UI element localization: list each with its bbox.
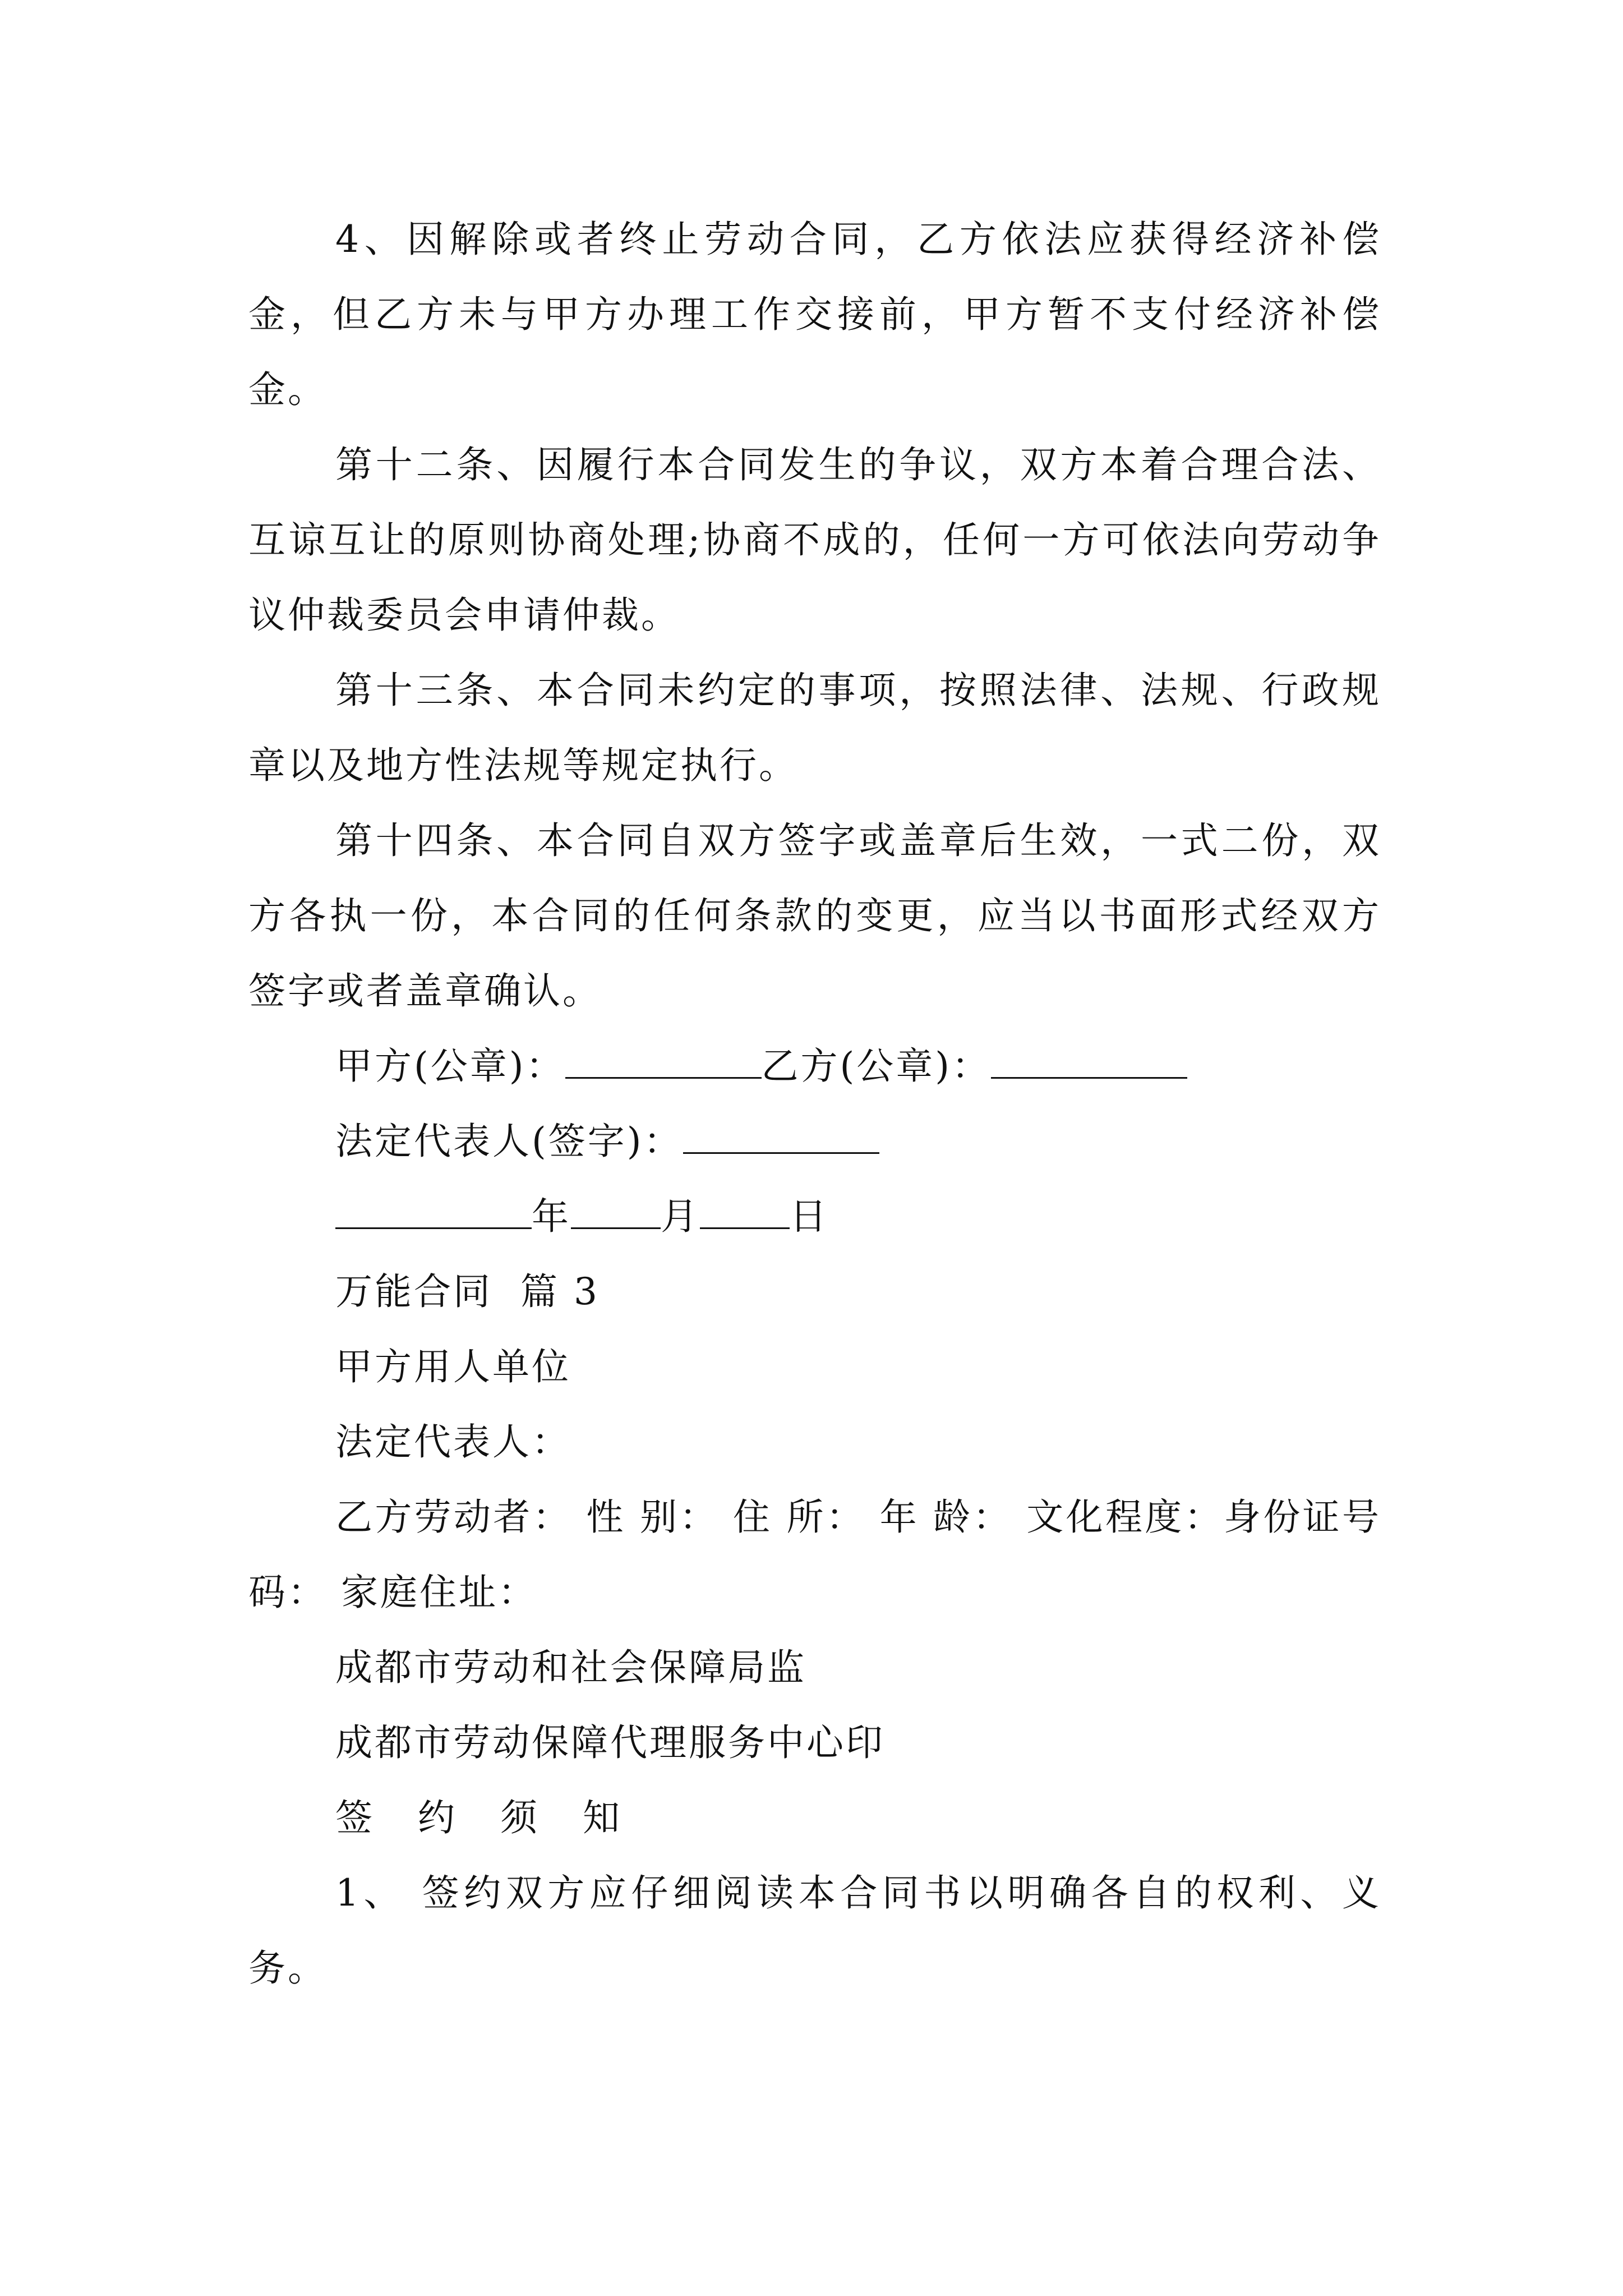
paragraph-economic-compensation: 4、因解除或者终止劳动合同，乙方依法应获得经济补偿金，但乙方未与甲方办理工作交接前，甲方暂不支付经济补偿金。 (248, 218, 1381, 411)
month-label: 月 (661, 1195, 700, 1238)
paragraph-article-13: 第十三条、本合同未约定的事项，按照法律、法规、行政规章以及地方性法规等规定执行。 (248, 669, 1381, 787)
party-a-seal-label: 甲方(公章)： (335, 1045, 565, 1088)
party-a-seal-blank (565, 1051, 762, 1079)
notice-title: 签 约 须 知 (335, 1796, 637, 1839)
legal-rep-signature-blank (683, 1126, 879, 1154)
party-b-seal-label: 乙方(公章)： (761, 1045, 991, 1088)
employee-fields: 乙方劳动者： 性 别： 住 所： 年 龄： 文化程度：身份证号码： 家庭住址： (248, 1496, 1381, 1614)
paragraph-article-14: 第十四条、本合同自双方签字或盖章后生效，一式二份，双方各执一份，本合同的任何条款的变更，应当以书面形式经双方签字或者盖章确认。 (248, 819, 1381, 1013)
section-title: 万能合同 篇 3 (335, 1270, 600, 1313)
party-b-seal-blank (991, 1051, 1187, 1079)
month-blank (571, 1202, 661, 1229)
legal-representative-signature-line (248, 1104, 1381, 1179)
year-blank (335, 1202, 532, 1229)
employer-label: 甲方用人单位 (335, 1345, 571, 1388)
document-body (248, 202, 1381, 2006)
year-label: 年 (532, 1195, 571, 1238)
legal-representative-label: 法定代表人： (335, 1420, 571, 1464)
notice-item-1: 1、 签约双方应仔细阅读本合同书以明确各自的权利、义务。 (248, 1871, 1381, 1990)
legal-rep-signature-label: 法定代表人(签字)： (335, 1120, 683, 1163)
supervisor-text: 成都市劳动和社会保障局监 (335, 1646, 806, 1689)
day-blank (700, 1202, 790, 1229)
paragraph-article-12: 第十二条、因履行本合同发生的争议，双方本着合理合法、互谅互让的原则协商处理;协商不成的，任何一方可依法向劳动争议仲裁委员会申请仲裁。 (248, 443, 1381, 637)
date-line (248, 1179, 1381, 1254)
day-label: 日 (790, 1195, 829, 1238)
printer-text: 成都市劳动保障代理服务中心印 (335, 1721, 885, 1764)
signature-party-line (248, 1029, 1381, 1104)
